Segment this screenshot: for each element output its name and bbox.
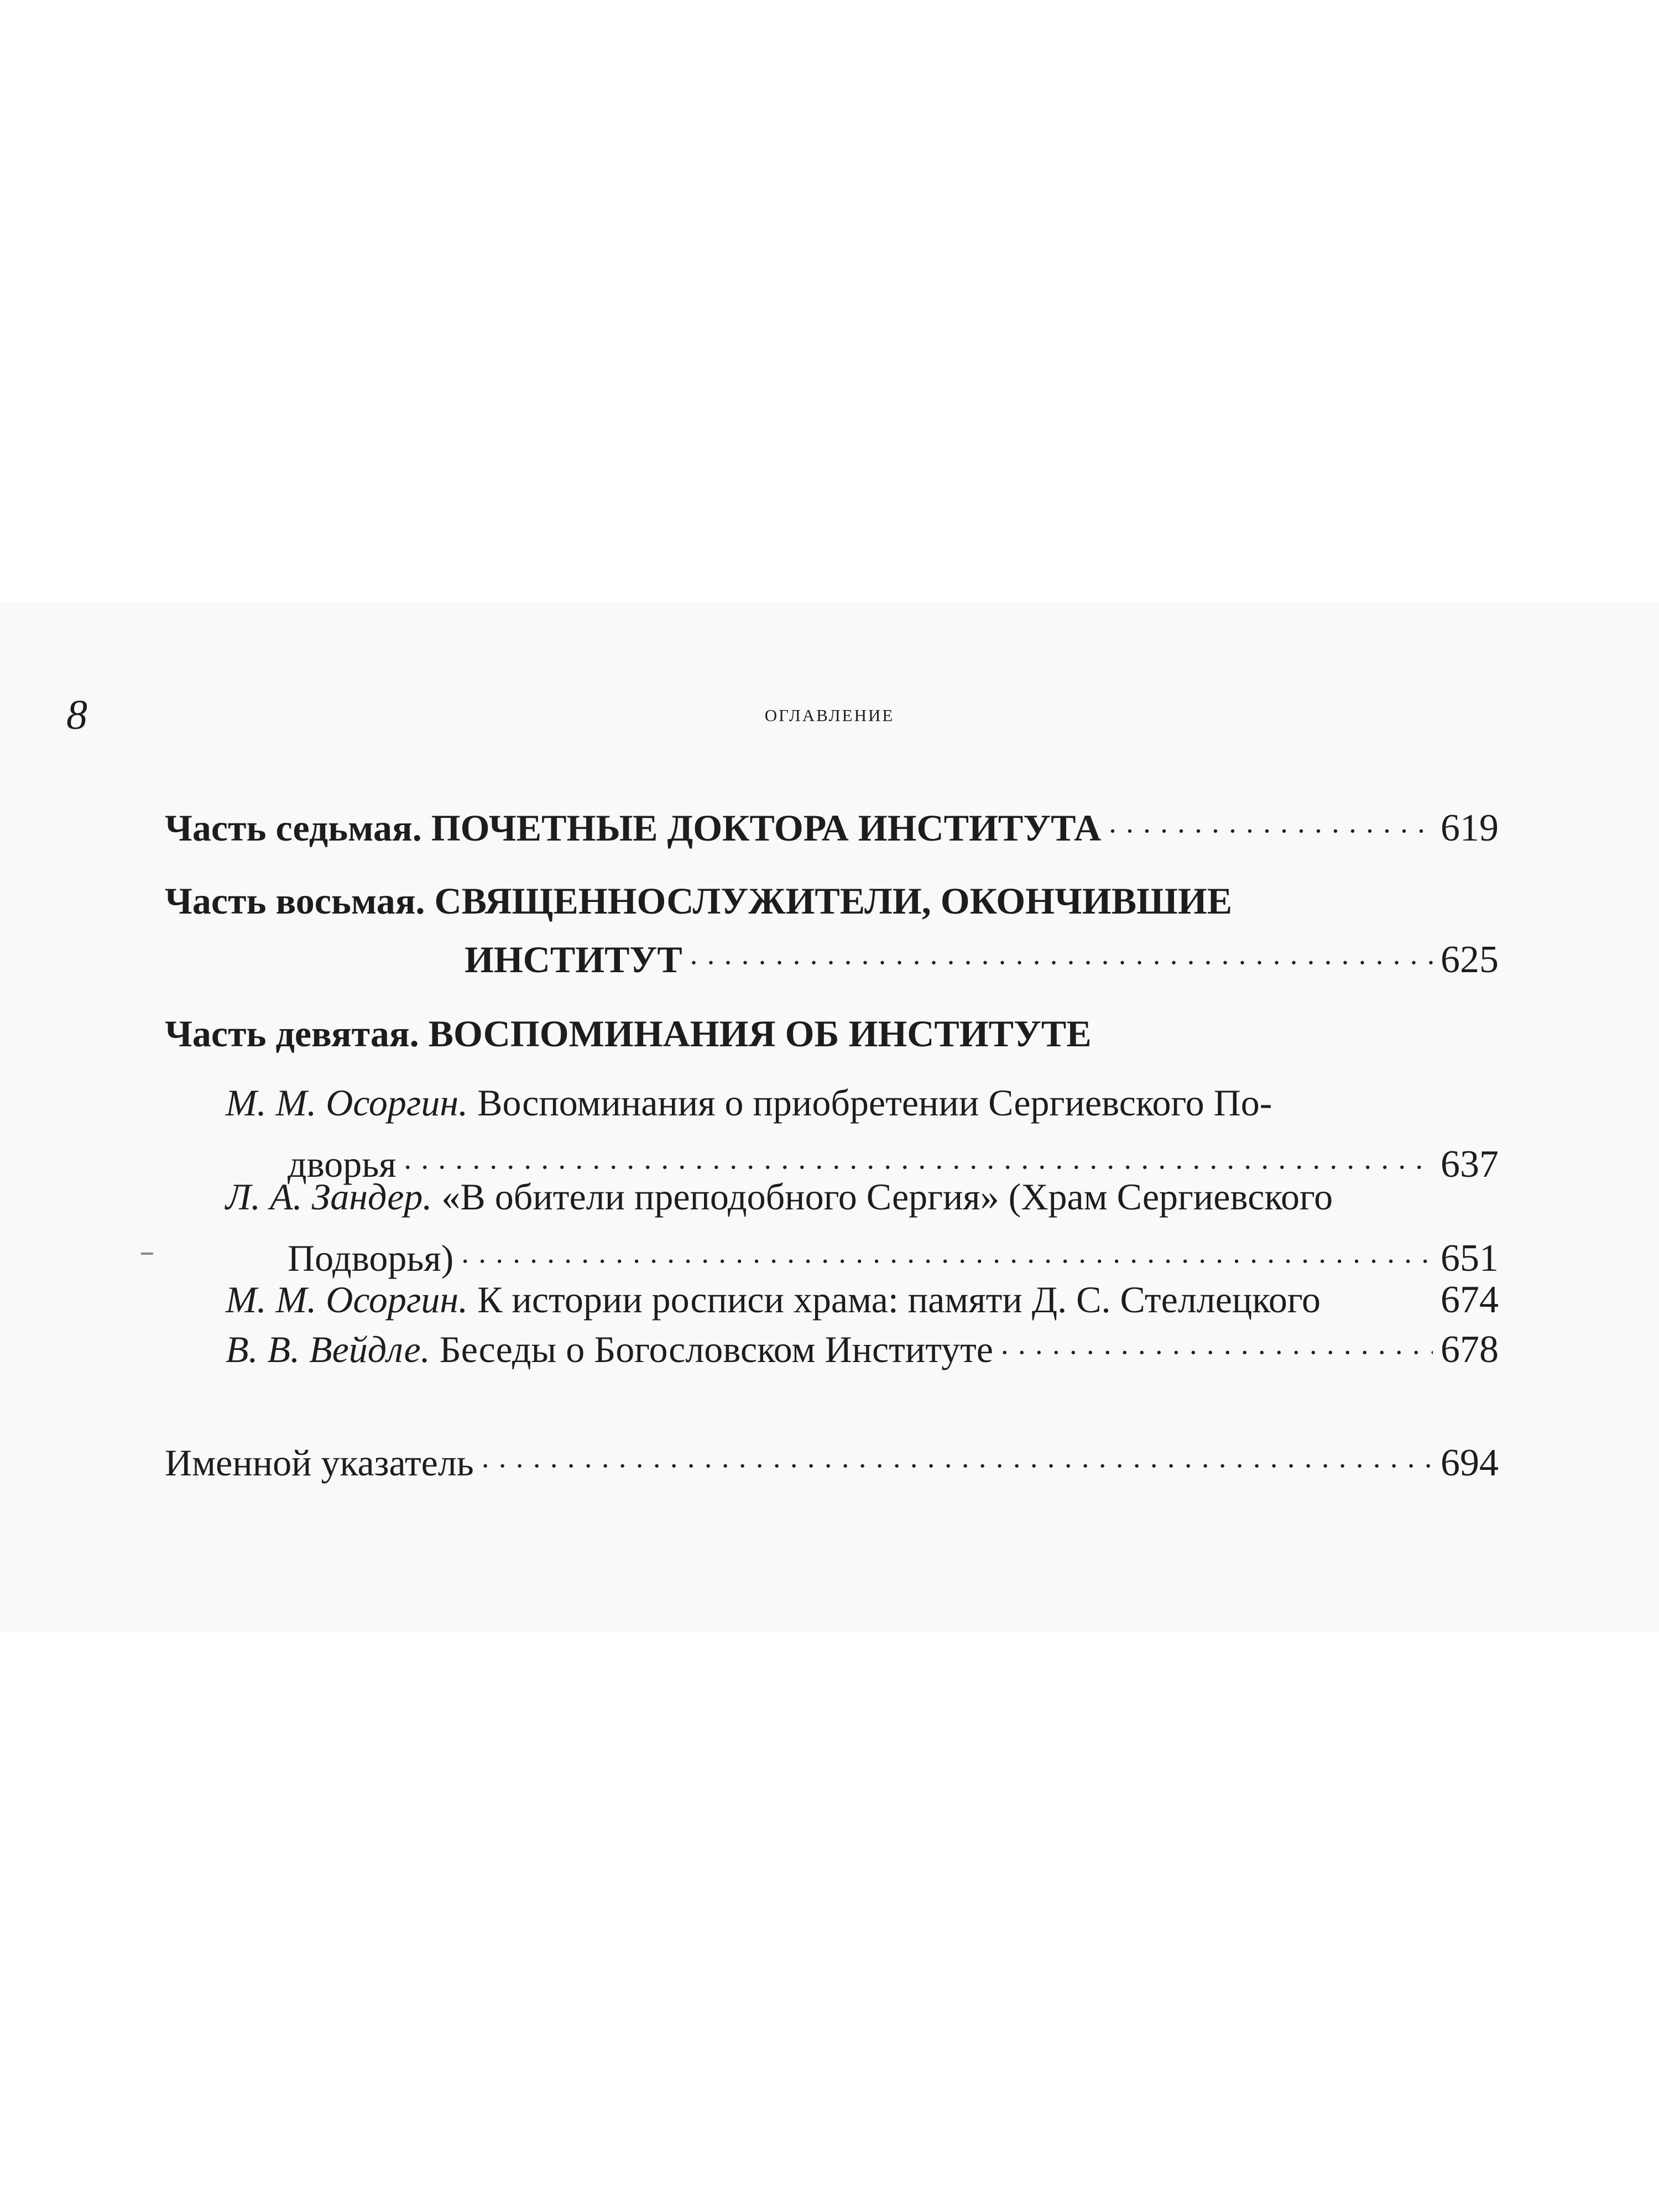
toc-entry-2-line-2[interactable]	[288, 1233, 1499, 1278]
entry-1-page: 637	[1441, 1143, 1499, 1186]
part-7-page: 619	[1441, 807, 1499, 849]
dot-leader	[1109, 803, 1433, 841]
part-8-page: 625	[1441, 938, 1499, 981]
entry-4-author: В. В. Вейдле.	[226, 1328, 430, 1370]
dot-leader	[690, 935, 1433, 972]
entry-3-author: М. М. Осоргин.	[226, 1279, 468, 1321]
toc-part-7[interactable]	[165, 803, 1499, 848]
part-9-label: Часть девятая.	[165, 1013, 419, 1055]
toc-part-8-line-1[interactable]	[165, 882, 1499, 920]
toc-entry-4[interactable]	[226, 1324, 1499, 1369]
dot-leader	[1001, 1324, 1433, 1362]
index-page: 694	[1441, 1442, 1499, 1484]
index-label: Именной указатель	[165, 1442, 474, 1484]
dot-leader	[461, 1233, 1433, 1271]
entry-2-title-line-1: «В обители преподобного Сергия» (Храм Сергиевского	[441, 1176, 1333, 1218]
entry-2-author: Л. А. Зандер.	[226, 1176, 432, 1218]
scan-mark	[141, 1253, 153, 1255]
running-title: оглавление	[764, 700, 895, 727]
entry-4-title: Беседы о Богословском Институте	[439, 1328, 993, 1370]
part-8-label: Часть восьмая.	[165, 880, 425, 922]
entry-1-author: М. М. Осоргин.	[226, 1082, 468, 1124]
part-7-title: ПОЧЕТНЫЕ ДОКТОРА ИНСТИТУТА	[431, 807, 1102, 849]
toc-entry-3[interactable]	[226, 1275, 1499, 1319]
dot-leader	[404, 1139, 1433, 1177]
part-8-title-line-1: СВЯЩЕННОСЛУЖИТЕЛИ, ОКОНЧИВШИЕ	[434, 880, 1233, 922]
entry-2-page: 651	[1441, 1237, 1499, 1280]
entry-3-title: К истории росписи храма: памяти Д. С. Стеллецкого	[477, 1279, 1321, 1321]
entry-3-page: 674	[1441, 1279, 1499, 1321]
part-9-title: ВОСПОМИНАНИЯ ОБ ИНСТИТУТЕ	[428, 1013, 1092, 1055]
dot-leader	[482, 1438, 1433, 1475]
page-number: 8	[66, 692, 87, 738]
toc-part-8-line-2[interactable]	[465, 935, 1499, 979]
toc-index[interactable]	[165, 1438, 1499, 1483]
toc-part-9[interactable]	[165, 1013, 1499, 1055]
toc-entry-1-line-1[interactable]	[226, 1082, 1499, 1124]
part-7-label: Часть седьмая.	[165, 807, 422, 849]
entry-2-title-line-2: Подворья)	[288, 1237, 454, 1279]
part-8-title-line-2: ИНСТИТУТ	[465, 938, 682, 980]
toc-entry-2-line-1[interactable]	[226, 1176, 1499, 1218]
entry-1-title-line-2: дворья	[288, 1143, 397, 1185]
entry-4-page: 678	[1441, 1328, 1499, 1371]
entry-1-title-line-1: Воспоминания о приобретении Сергиевского По-	[477, 1082, 1272, 1124]
